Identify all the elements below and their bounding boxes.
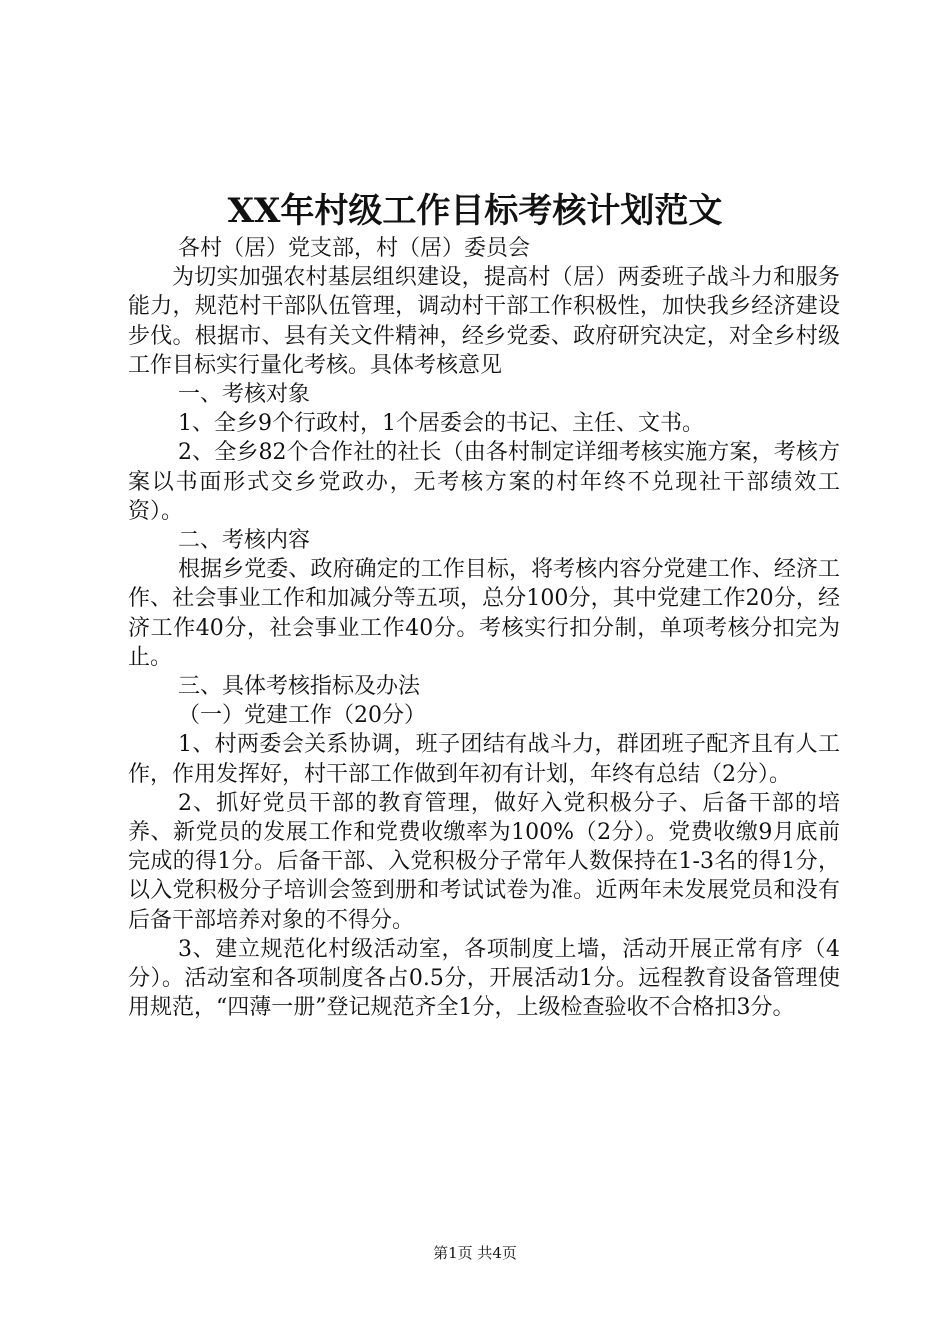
body-paragraph: 根据乡党委、政府确定的工作目标，将考核内容分党建工作、经济工作、社会事业工作和加减分等五项，总分100分，其中党建工作20分，经济工作40分，社会事业工作40分。考核实行扣分制，单项考核分扣完为止。 [128,557,840,670]
section-heading: 二、考核内容 [178,528,311,554]
body-paragraph: 3、建立规范化村级活动室，各项制度上墙，活动开展正常有序（4分）。活动室和各项制度各占0.5分，开展活动1分。远程教育设备管理使用规范，“四薄一册”登记规范齐全1分，上级检查验收不合格扣3分。 [128,936,840,1021]
document-body [128,234,840,1022]
salutation: 各村（居）党支部，村（居）委员会 [178,236,531,261]
page-number-footer: 第1页 共4页 [433,1244,517,1262]
body-paragraph: 1、村两委会关系协调，班子团结有战斗力，群团班子配齐且有人工作，作用发挥好，村干部工作做到年初有计划，年终有总结（2分）。 [128,732,840,787]
body-paragraph: 1、全乡9个行政村，1个居委会的书记、主任、文书。 [178,411,704,437]
subsection-heading: （一）党建工作（20分） [178,703,426,729]
body-paragraph: 2、全乡82个合作社的社长（由各村制定详细考核实施方案，考核方案以书面形式交乡党政办，无考核方案的村年终不兑现社干部绩效工资）。 [128,440,840,524]
section-heading: 一、考核对象 [178,382,311,408]
document-title: XX年村级工作目标考核计划范文 [227,191,723,231]
body-paragraph: 2、抓好党员干部的教育管理，做好入党积极分子、后备干部的培养、新党员的发展工作和党费收缴率为100%（2分）。党费收缴9月底前完成的得1分。后备干部、入党积极分子常年人数保持在1-3名的得1分，以入党积极分子培训会签到册和考试试卷为准。近两年未发展党员和没有后备干部培养对象的不得分。 [128,790,840,933]
section-heading: 三、具体考核指标及办法 [178,674,421,700]
intro-paragraph: 为切实加强农村基层组织建设，提高村（居）两委班子战斗力和服务能力，规范村干部队伍管理，调动村干部工作积极性，加快我乡经济建设步伐。根据市、县有关文件精神，经乡党委、政府研究决定，对全乡村级工作目标实行量化考核。具体考核意见 [128,265,840,378]
